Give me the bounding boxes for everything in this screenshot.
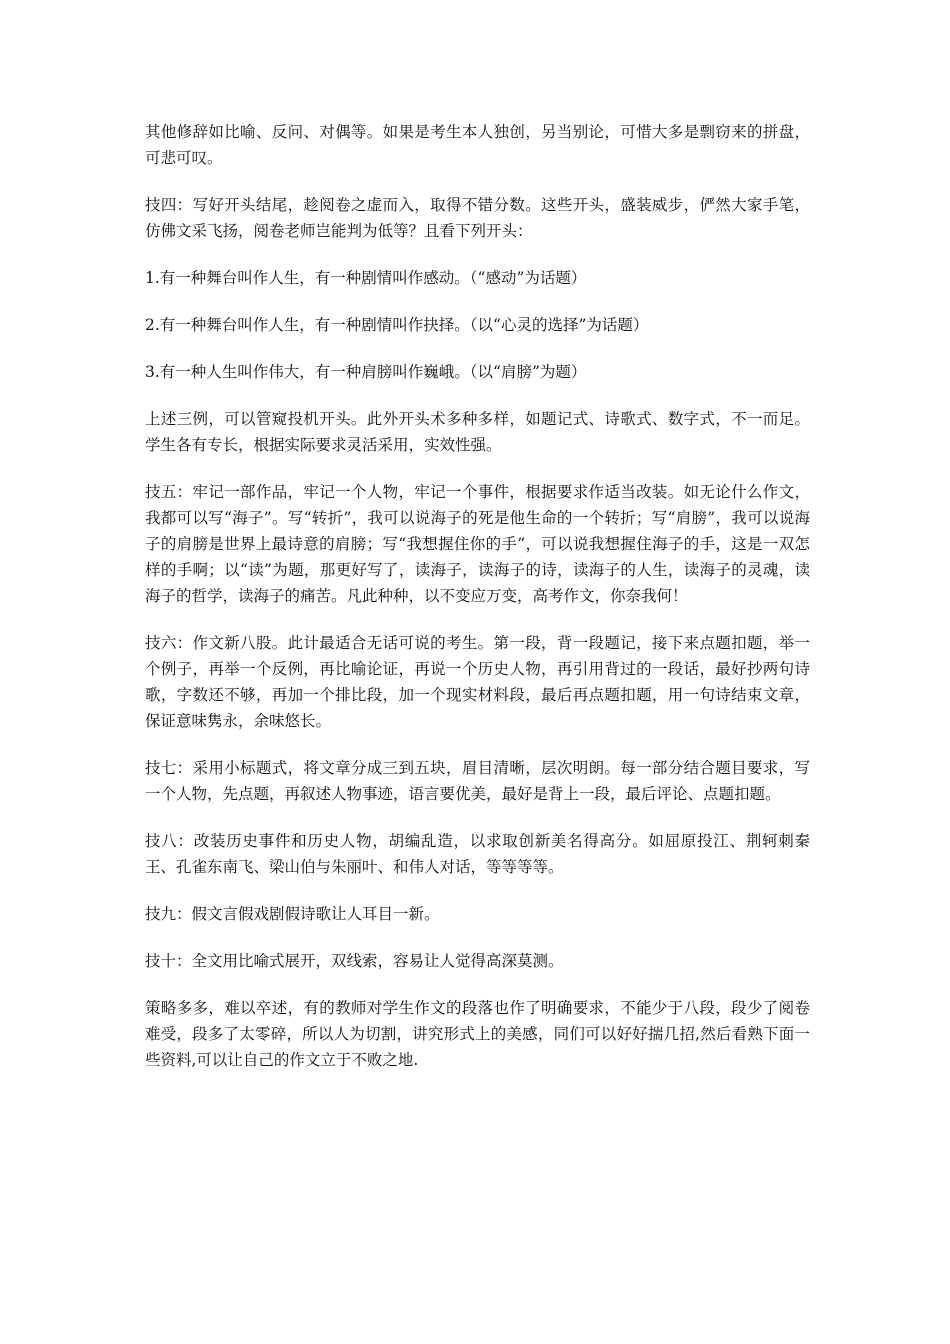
- paragraph-tip-6: 技六：作文新八股。此计最适合无话可说的考生。第一段，背一段题记，接下来点题扣题，举一个例子，再举一个反例，再比喻论证，再说一个历史人物，再引用背过的一段话，最好抄两句诗歌，字数还不够，再加一个排比段，加一个现实材料段，最后再点题扣题，用一句诗结束文章，保证意味隽永，余味悠长。: [145, 634, 810, 730]
- paragraph-tip-7: 技七：采用小标题式，将文章分成三到五块，眉目清晰，层次明朗。每一部分结合题目要求，写一个人物，先点题，再叙述人物事迹，语言要优美，最好是背上一段，最后评论、点题扣题。: [145, 759, 810, 803]
- document-body: [145, 119, 810, 1094]
- paragraph-rhetoric: 其他修辞如比喻、反问、对偶等。如果是考生本人独创，另当别论，可惜大多是剽窃来的拼盘，可悲可叹。: [145, 123, 810, 167]
- paragraph-tip-5: 技五：牢记一部作品，牢记一个人物，牢记一个事件，根据要求作适当改装。如无论什么作文，我都可以写“海子”。写“转折”，我可以说海子的死是他生命的一个转折；写“肩膀”，我可以说海子的肩膀是世界上最诗意的肩膀；写“我想握住你的手”，可以说我想握住海子的手，这是一双怎样的手啊；以“读”为题，那更好写了，读海子，读海子的诗，读海子的人生，读海子的灵魂，读海子的哲学，读海子的痛苦。凡此种种，以不变应万变，高考作文，你奈我何！: [145, 483, 810, 605]
- example-opening-2: 2.有一种舞台叫作人生，有一种剧情叫作抉择。（以“心灵的选择”为话题）: [145, 316, 649, 334]
- paragraph-tip-8: 技八：改装历史事件和历史人物，胡编乱造，以求取创新美名得高分。如屈原投江、荆轲刺秦王、孔雀东南飞、梁山伯与朱丽叶、和伟人对话，等等等等。: [145, 832, 810, 876]
- paragraph-tip-9: 技九：假文言假戏剧假诗歌让人耳目一新。: [145, 905, 440, 923]
- paragraph-tip-4: 技四：写好开头结尾，趁阅卷之虚而入，取得不错分数。这些开头，盛装威步，俨然大家手笔，仿佛文采飞扬，阅卷老师岂能判为低等？且看下列开头：: [145, 196, 810, 240]
- paragraph-conclusion: 策略多多，难以卒述，有的教师对学生作文的段落也作了明确要求，不能少于八段，段少了阅卷难受，段多了太零碎，所以人为切割，讲究形式上的美感，同们可以好好揣几招,然后看熟下面一些资料,可以让自己的作文立于不败之地.: [145, 999, 810, 1069]
- paragraph-tip-10: 技十：全文用比喻式展开，双线索，容易让人觉得高深莫测。: [145, 952, 564, 970]
- paragraph-openings-summary: 上述三例，可以管窥投机开头。此外开头术多种多样，如题记式、诗歌式、数字式，不一而足。学生各有专长，根据实际要求灵活采用，实效性强。: [145, 410, 810, 454]
- example-opening-3: 3.有一种人生叫作伟大，有一种肩膀叫作巍峨。（以“肩膀”为题）: [145, 363, 587, 381]
- example-opening-1: 1.有一种舞台叫作人生，有一种剧情叫作感动。（“感动”为话题）: [145, 269, 587, 287]
